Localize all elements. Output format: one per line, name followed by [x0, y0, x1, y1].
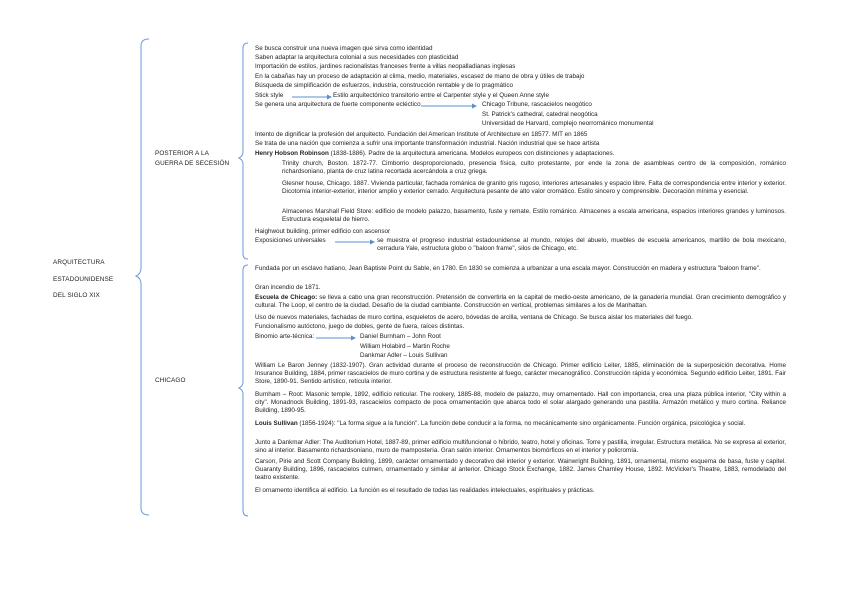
posterior-line-10: Se trata de una nación que comienza a sufrir una importante transformación industrial. Nación industrial que se hace artista: [255, 140, 600, 147]
almacenes-paragraph: Almacenes Marshall Field Store: edificio de modelo palazzo, basamento, fuste y remate. Estilo románico. Almacenes a escala americana, espacios interiores grandes y luminosos. Estructura esqueletal de hierro.: [282, 208, 786, 223]
binomio-arrow-icon: [316, 334, 358, 342]
glesner-paragraph: Glesner house, Chicago. 1887. Vivienda particular, fachada románica de granito gris rugoso, interiores artesanales y espacio libre. Falta de correspondencia entre interior y exterior. Dicotomía interior-exterior, interior amplio y exterior cerrado. Arquitectura pesante de alto valor cromático. Estilo sincero y comprensible. Decoración mínima y esencial.: [282, 180, 786, 195]
eclectic-item: Universidad de Harvard, complejo neorrománico monumental: [482, 120, 654, 127]
chicago-school-heading: Escuela de Chicago:: [255, 294, 318, 301]
haighwout-line: Haighwout building, primer edificio con ascensor: [255, 228, 391, 235]
posterior-line-5: Búsqueda de simplificación de esfuerzos, industria, construcción rentable y de lo pragmático: [255, 82, 513, 89]
sullivan-name: Louis Sullivan: [255, 420, 298, 427]
expo-text: se muestra el progreso industrial estadounidense al mundo, relojes del abuelo, muebles de escuela americanos, martillo de bola mexicano, cerradura Yale, estructura globo o "baloon frame", silos de Chicago, etc.: [377, 237, 786, 252]
chicago-p4: Uso de nuevos materiales, fachadas de muro cortina, esqueletos de acero, bóvedas de arcilla, ventana de Chicago. Se busca aislar los materiales del fuego.: [255, 314, 693, 321]
eclectic-item: Chicago Tribune, rascacielos neogótico: [482, 101, 592, 108]
main-title-line-1: ARQUITECTURA: [53, 259, 105, 266]
chicago-p11: El ornamento identifica al edificio. La función es el resultado de todas las realidades intelectuales, espirituales y prácticas.: [255, 487, 595, 494]
chicago-p8: Louis Sullivan (1856-1924): "La forma sigue a la función". La función debe conducir a la forma, no mecánicamente sino orgánicamente. Función orgánica, psicológica y social.: [255, 420, 746, 427]
posterior-line-2: Saben adaptar la arquitectura colonial a sus necesidades con plasticidad: [255, 54, 459, 61]
hhr-line: [255, 150, 614, 158]
main-title-line-3: DEL SIGLO XIX: [53, 292, 100, 299]
posterior-label-line-2: GUERRA DE SECESIÓN: [155, 160, 230, 167]
posterior-line-1: Se busca construir una nueva imagen que sirva como identidad: [255, 45, 433, 52]
binomio-item: Daniel Burnham – John Root: [360, 333, 441, 340]
expo-label: Exposiciones universales: [255, 237, 326, 244]
chicago-p3: Escuela de Chicago: se lleva a cabo una gran reconstrucción. Pretensión de convertirla en la capital de medio-oeste americano, de la ganadería mundial. Gran crecimiento demográfico y cultural. The Loop, el centro de la ciudad. Desafío de la ciudad cambiante. Construcción en vertical, problemas similares a los de Manhattan.: [255, 294, 786, 309]
posterior-line-3: Importación de estilos, jardines racionalistas franceses frente a villas neopalladianas inglesas: [255, 63, 516, 70]
eclectic-label: Se genera una arquitectura de fuerte componente ecléctico: [255, 101, 421, 108]
eclectic-item: St. Patrick's cathedral, catedral neogótica: [482, 111, 598, 118]
chicago-bracket: [238, 264, 252, 520]
posterior-line-4: En la cabañas hay un proceso de adaptación al clima, medio, materiales, escasez de mano de obra y útiles de trabajo: [255, 73, 585, 80]
chicago-p2: Gran incendio de 1871.: [255, 284, 321, 291]
chicago-p6: William Le Baron Jenney (1832-1907). Gran actividad durante el proceso de reconstrucción de Chicago. Primer edificio Leiter, 1885, eliminación de la superposición decorativa. Home Insurance Building, 1884, primer rascacielos de muro cortina y de estructura resistente al fuego, carácter mecanográfico. Construcción rápida y económica. Segundo edificio Leiter, 1891. Fair Store, 1890-91. Sentido artístico, retícula interior.: [255, 362, 786, 385]
hhr-text: (1838-1886). Padre de la arquitectura americana. Modelos europeos con distinciones y adaptaciones.: [328, 150, 615, 157]
chicago-p7: Burnham – Root: Masonic temple, 1892, edificio reticular. The rookery, 1885-88, modelo de palazzo, muy ornamentado. Hall con importancia, crea una plaza pública interior, "City within a city". Monadnock Building, 1891-93, rascacielos compacto de poca ornamentación que abarca todo el solar alargado generando una pastilla. Armazón metálico y muro cortina. Reliance Building, 1890-95.: [255, 391, 786, 414]
stick-style-text: Estilo arquitectónico transitorio entre el Carpenter style y el Queen Anne style: [333, 92, 549, 99]
trinity-paragraph: Trinity church, Boston. 1872-77. Cimborrio desproporcionado, presencia física, culto protestante, por ende la zona de asambleas centro de la composición, románico richardsoniano, planta de cruz latina recortada acercándola a cruz griega.: [282, 160, 786, 175]
eclectic-arrow-icon: [421, 102, 479, 110]
main-bracket: [135, 38, 155, 518]
posterior-label-line-1: POSTERIOR A LA: [155, 150, 209, 157]
binomio-label: Binomio arte-técnica:: [255, 333, 315, 340]
posterior-line-9: Intento de dignificar la profesión del arquitecto. Fundación del American Institute of Architecture en 18577. MIT en 1865: [255, 131, 588, 138]
posterior-bracket: [238, 42, 252, 262]
chicago-p1: Fundada por un esclavo hatiano, Jean Baptiste Point du Sable, en 1780. En 1830 se comienza a urbanizar a una escala mayor. Construcción en madera y estructura "baloon frame".: [255, 265, 761, 272]
chicago-label: CHICAGO: [155, 377, 186, 384]
hhr-name: Henry Hobson Robinson: [255, 150, 329, 157]
binomio-item: William Holabird – Martin Roche: [360, 343, 450, 350]
expo-arrow-icon: [335, 238, 377, 246]
stick-arrow-icon: [292, 93, 334, 101]
chicago-p5: Funcionalismo autóctono, juego de dobles, gente de fuera, raíces distintas.: [255, 323, 465, 330]
main-title-line-2: ESTADOUNIDENSE: [53, 276, 114, 283]
chicago-p9: Junto a Dankmar Adler: The Auditorium Hotel, 1887-89, primer edificio multifuncional o híbrido, teatro, hotel y oficinas. Torre y pastilla, irregular. Estructura metálica. No se expresa al exterior, sino al interior. Basamento richardsoniano, muro de mampostería. Gran salón interior. Ornamentos biomórficos en el interior y policromía.: [255, 439, 786, 454]
chicago-p10: Carson, Pirie and Scott Company Building, 1899, carácter ornamentado y decorativo del interior y exterior. Wainwright Building, 1891, ornamental, mismo esquema de basa, fuste y capitel. Guaranty Building, 1896, rascacielos culmen, ornamentado y similar al anterior. Chicago Stock Exchange, 1882. James Charnley House, 1892. McVicker's Theatre, 1883, remodelado del teatro existente.: [255, 458, 786, 481]
binomio-item: Dankmar Adler – Louis Sullivan: [360, 352, 448, 359]
stick-style-label: Stick style: [255, 92, 284, 99]
